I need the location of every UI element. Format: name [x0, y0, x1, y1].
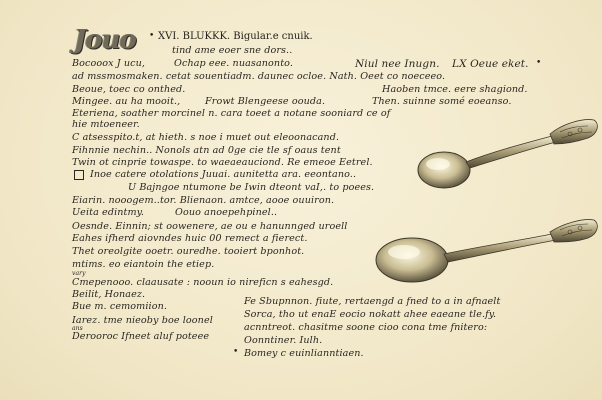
- text-line: ans: [72, 325, 83, 332]
- text-line: Fe Sbupnnon. fiute, rertaengd a fned to a in afnaelt: [244, 296, 501, 307]
- text-line: Oonntiner. Iulh.: [244, 335, 323, 346]
- text-line: Haoben tmce. eere shagiond.: [382, 84, 528, 95]
- text-line: Eahes ifherd aiovndes huic 00 remect a fierect.: [72, 233, 308, 244]
- text-line: Oesnde. Einnin; st oowenere, ae ou e hanunnged uroell: [72, 221, 348, 232]
- text-line: Bomey c euinlianntiaen.: [244, 348, 364, 359]
- checkbox-icon: [74, 170, 84, 180]
- text-line: Derooroc Ifneet aluf poteee: [72, 331, 210, 342]
- text-line: Beilit, Honaez.: [72, 289, 146, 300]
- text-line: Beoue, toec co onthed.: [72, 84, 186, 95]
- text-line: Eteriena, soather morcinel n. cara toeet a notane sooniard ce of: [72, 108, 391, 119]
- text-line: Then. suinne somé eoeanso.: [372, 96, 512, 107]
- ornate-title: Jouo: [74, 25, 136, 55]
- text-line: Mingee. au ha mooit.,: [72, 96, 181, 107]
- text-line: Bue m. cemomiion.: [72, 301, 168, 312]
- text-line: Sorca, tho ut enaE eocio nokatt ahee eaeane tle.fy.: [244, 309, 497, 320]
- text-line: Iarez. tme nieoby boe loonel: [72, 315, 213, 326]
- text-line: Frowt Blengeese oouda.: [205, 96, 326, 107]
- bullet-icon: •: [536, 58, 542, 68]
- text-line: C atsesspito.t, at hieth. s noe i muet out eleoonacand.: [72, 132, 340, 143]
- text-line: Cmepenooo. claausate : nooun io nireficn s eahesgd.: [72, 277, 334, 288]
- text-line: Bocooox J ucu,: [72, 58, 146, 69]
- spoon-upper-illustration: [412, 112, 602, 198]
- spoon-lower-illustration: [372, 212, 602, 292]
- text-line: mtims. eo eiantoin the etiep.: [72, 259, 215, 270]
- text-line: Eiarin. nooogem..tor. Blienaon. amtce, aooe ouuiron.: [72, 195, 335, 206]
- section-heading: XVI. BLUKKK. Bigular.e cnuik.: [158, 31, 313, 42]
- text-line: hie mtoeneer.: [72, 119, 140, 130]
- text-line: vary: [72, 270, 86, 277]
- text-line: Inoe catere otolations Juuai. aunitetta ara. eeontano..: [90, 169, 357, 180]
- text-line: Fihnnie nechin.. Nonols atn ad 0ge cie tle sf oaus tent: [72, 145, 341, 156]
- text-line: Ochap eee. nuasanonto.: [174, 58, 294, 69]
- bullet-icon: •: [149, 31, 155, 41]
- text-line: Thet oreolgite ooetr. ouredhe. tooiert bponhot.: [72, 246, 305, 257]
- text-line: Twin ot cinprie towaspe. to waeaeauciond. Re emeoe Eetrel.: [72, 157, 373, 168]
- text-line: Niul nee Inugn.: [355, 58, 440, 70]
- text-line: Ueita edintmy.: [72, 207, 145, 218]
- text-line: LX Oeue eket.: [452, 58, 529, 70]
- text-line: ad mssmosmaken. cetat souentiadm. daunec ocloe. Nath. Oeet co noeceeo.: [72, 71, 446, 82]
- text-line: Oouo anoepehpinel..: [175, 207, 278, 218]
- text-line: U Bajngoe ntumone be Iwin dteont vaI,. to poees.: [128, 182, 375, 193]
- bullet-icon: •: [233, 347, 239, 357]
- text-line: tind ame eoer sne dors..: [172, 45, 293, 56]
- text-line: acnntreot. chasitme soone cioo cona tme fnitero:: [244, 322, 488, 333]
